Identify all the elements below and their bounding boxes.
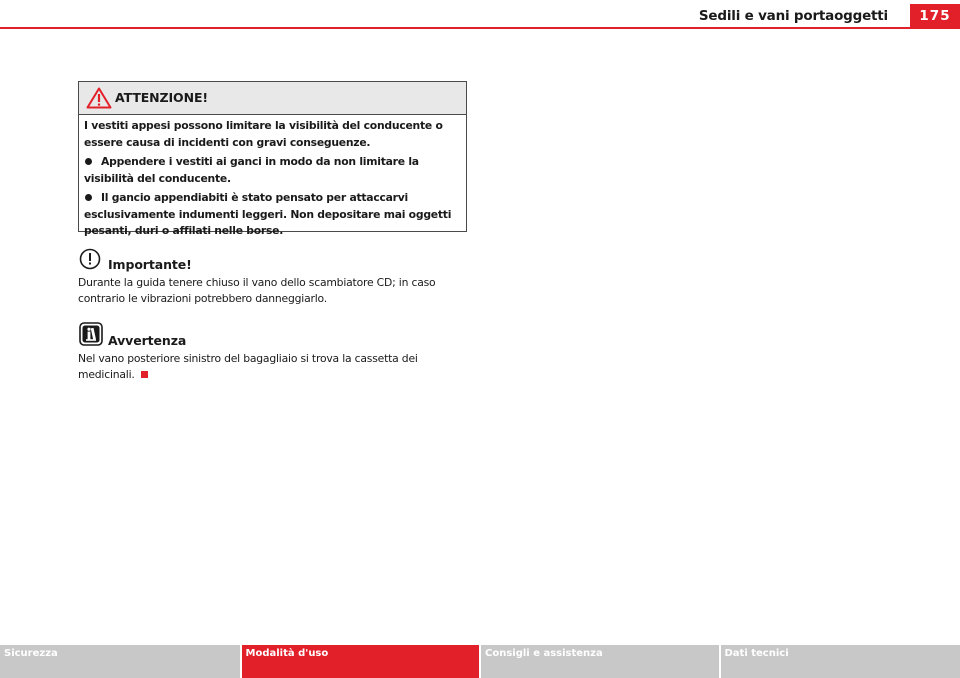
- page-number: 175: [910, 4, 960, 29]
- tab-modalita-uso[interactable]: Modalità d'uso: [242, 645, 480, 678]
- bullet-icon: [85, 158, 92, 165]
- bullet-icon: [85, 194, 92, 201]
- warning-bullet-text: Appendere i vestiti ai ganci in modo da non limitare la visibilità del conducente.: [84, 155, 419, 185]
- note-title: Avvertenza: [108, 333, 187, 348]
- end-of-section-icon: [141, 371, 148, 378]
- warning-bullet: [84, 190, 461, 240]
- warning-body: [79, 115, 466, 240]
- warning-bullet-text: Il gancio appendiabiti è stato pensato per attaccarvi esclusivamente indumenti leggeri. Non depositare mai oggetti pesanti, duri o affilati nelle borse.: [84, 191, 452, 237]
- warning-header: [79, 82, 466, 115]
- section-title: Sedili e vani portaoggetti: [698, 8, 888, 24]
- important-text: Durante la guida tenere chiuso il vano dello scambiatore CD; in caso contrario le vibrazioni potrebbero danneggiarlo.: [78, 276, 436, 306]
- warning-bullet: [84, 154, 461, 187]
- warning-title: ATTENZIONE!: [115, 90, 208, 105]
- note-text-content: Nel vano posteriore sinistro del bagagliaio si trova la cassetta dei medicinali.: [78, 352, 418, 382]
- tab-sicurezza[interactable]: Sicurezza: [0, 645, 240, 678]
- footer-tabs: [0, 645, 960, 678]
- warning-triangle-icon: [86, 87, 112, 109]
- warning-intro: I vestiti appesi possono limitare la visibilità del conducente o essere causa di incidenti con gravi conseguenze.: [84, 119, 443, 149]
- caution-icon: [79, 248, 101, 270]
- tab-dati-tecnici[interactable]: Dati tecnici: [721, 645, 960, 678]
- note-text: [78, 351, 428, 383]
- tab-consigli-assistenza[interactable]: Consigli e assistenza: [481, 645, 719, 678]
- warning-box: [78, 81, 467, 237]
- info-note-icon: [79, 322, 103, 346]
- header-rule: [0, 27, 960, 29]
- important-title: Importante!: [108, 257, 192, 272]
